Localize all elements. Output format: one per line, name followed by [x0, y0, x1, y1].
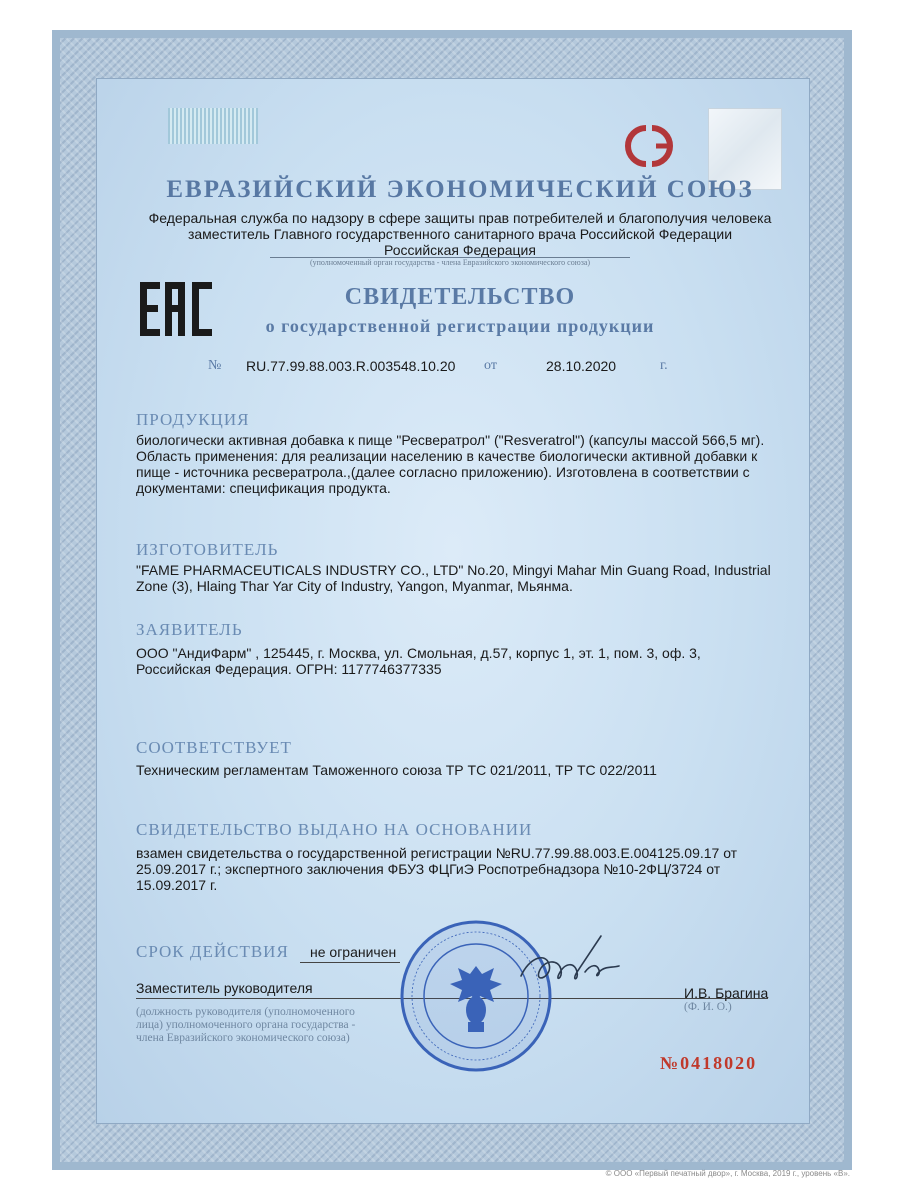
authority-block: [130, 210, 790, 258]
complies-heading: СООТВЕТСТВУЕТ: [136, 738, 292, 757]
printer-note: © ООО «Первый печатный двор», г. Москва, 2019 г., уровень «В».: [605, 1169, 850, 1178]
guilloche-pattern: [168, 108, 258, 144]
authority-note: (уполномоченный орган государства - члена Евразийского экономического союза): [309, 258, 591, 267]
conformity-mark-icon: [612, 118, 692, 174]
authority-line: заместитель Главного государственного санитарного врача Российской Федерации: [187, 226, 733, 242]
certificate-title: СВИДЕТЕЛЬСТВО: [344, 284, 576, 310]
text-line: пище - источника ресвератрола.,(далее согласно приложению). Изготовлена в соответствии с: [136, 464, 750, 480]
manufacturer-heading: ИЗГОТОВИТЕЛЬ: [136, 540, 279, 559]
text-line: 15.09.2017 г.: [136, 877, 218, 893]
product-heading: ПРОДУКЦИЯ: [136, 410, 250, 429]
position-note: [136, 1006, 355, 1045]
number-label: №: [208, 358, 222, 373]
text-line: Zone (3), Hlaing Thar Yar City of Industry, Yangon, Myanmar, Мьянма.: [136, 578, 573, 594]
applicant-heading: ЗАЯВИТЕЛЬ: [136, 620, 243, 639]
note-line: лица) уполномоченного органа государства -: [136, 1019, 356, 1031]
validity-value: не ограничен: [310, 944, 397, 960]
text-line: "FAME PHARMACEUTICALS INDUSTRY CO., LTD" No.20, Mingyi Mahar Min Guang Road, Industrial: [136, 562, 771, 578]
note-line: (должность руководителя (уполномоченного: [136, 1006, 355, 1018]
validity-rule: [300, 962, 400, 963]
authority-line: Российская Федерация: [384, 242, 536, 258]
signatory-position: Заместитель руководителя: [136, 980, 313, 996]
registration-number: RU.77.99.88.003.R.003548.10.20: [246, 358, 456, 374]
handwritten-signature: [515, 928, 625, 1000]
text-line: Область применения: для реализации населению в качестве биологически активной добавки к: [136, 448, 758, 464]
registration-date: 28.10.2020: [546, 358, 617, 374]
blank-number: №0418020: [660, 1053, 758, 1073]
applicant-text: [136, 645, 781, 677]
name-note: (Ф. И. О.): [684, 1001, 732, 1013]
basis-text: [136, 845, 781, 893]
manufacturer-text: [136, 562, 781, 594]
text-line: 25.09.2017 г.; экспертного заключения ФБУЗ ФЦГиЭ Роспотребнадзора №10-2ФЦ/3724 от: [136, 861, 721, 877]
text-line: ООО "АндиФарм" , 125445, г. Москва, ул. Смольная, д.57, корпус 1, эт. 1, пом. 3, оф. 3,: [136, 645, 701, 661]
union-title: ЕВРАЗИЙСКИЙ ЭКОНОМИЧЕСКИЙ СОЮЗ: [166, 176, 754, 203]
product-text: [136, 432, 781, 496]
note-line: члена Евразийского экономического союза): [136, 1032, 350, 1044]
text-line: Российская Федерация. ОГРН: 1177746377335: [136, 661, 442, 677]
year-suffix: г.: [660, 358, 668, 373]
validity-heading: СРОК ДЕЙСТВИЯ: [136, 942, 289, 961]
basis-heading: СВИДЕТЕЛЬСТВО ВЫДАНО НА ОСНОВАНИИ: [136, 820, 533, 839]
certificate-subtitle: о государственной регистрации продукции: [265, 316, 655, 336]
authority-line: Федеральная служба по надзору в сфере защиты прав потребителей и благополучия человека: [148, 210, 772, 226]
complies-text: [136, 762, 781, 778]
date-label: от: [484, 358, 497, 373]
signatory-name: И.В. Брагина: [684, 985, 769, 1001]
text-line: взамен свидетельства о государственной регистрации №RU.77.99.88.003.E.004125.09.17 от: [136, 845, 738, 861]
text-line: документами: спецификация продукта.: [136, 480, 391, 496]
text-line: Техническим регламентам Таможенного союза ТР ТС 021/2011, ТР ТС 022/2011: [136, 762, 657, 778]
text-line: биологически активная добавка к пище "Ресвератрол" ("Resveratrol") (капсулы массой 566,5 мг).: [136, 432, 765, 448]
